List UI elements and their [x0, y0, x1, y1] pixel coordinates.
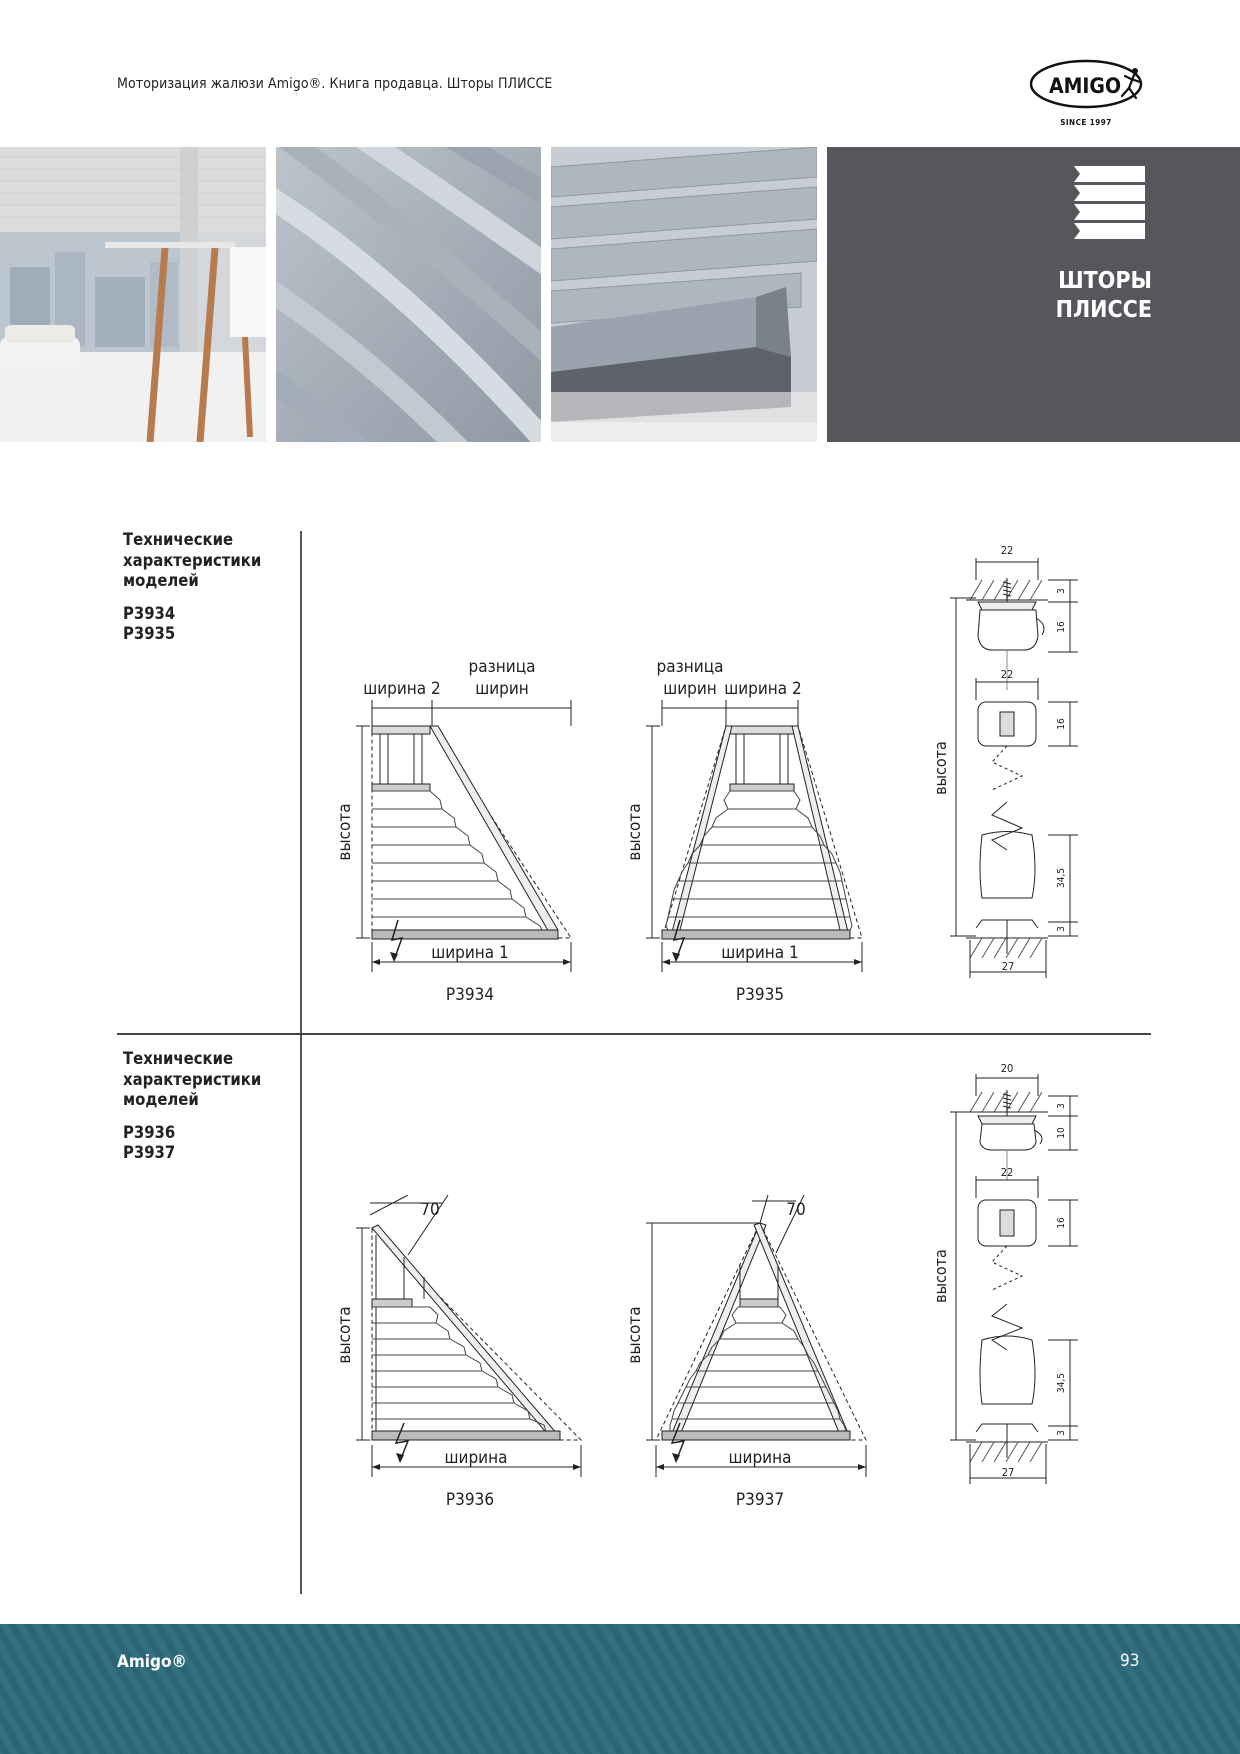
dim-34-5: 34,5: [1056, 1372, 1067, 1394]
dim-width1: ширина 1: [721, 943, 799, 963]
dim-height: высота: [625, 1306, 645, 1364]
drawing-caption: P3937: [735, 1490, 785, 1510]
drawing-caption: P3935: [735, 985, 785, 1005]
dim-27: 27: [1001, 960, 1015, 973]
dim-height: высота: [931, 1249, 950, 1303]
dim-width2: ширина 2: [724, 679, 802, 699]
dim-width: ширина: [444, 1448, 508, 1468]
dim-height: высота: [931, 741, 950, 795]
model-code: P3937: [123, 1143, 176, 1162]
dim-width2: ширина 2: [363, 679, 441, 699]
photo-room-with-pleated-blind: [0, 147, 266, 442]
pleated-blind-icon: [1072, 166, 1145, 244]
dim-diff-line2: ширин: [663, 679, 717, 699]
dim-3a: 3: [1056, 1103, 1067, 1109]
amigo-logo: [1030, 58, 1156, 130]
dim-70: 70: [420, 1200, 440, 1220]
side-profile-2: [920, 1060, 1090, 1490]
dim-diff-line2: ширин: [475, 679, 529, 699]
model-code: P3934: [123, 603, 176, 623]
dim-3b: 3: [1056, 926, 1067, 932]
footer-brand: Amigo®: [117, 1652, 187, 1672]
dim-3b: 3: [1056, 1430, 1067, 1436]
dim-16: 16: [1056, 1217, 1067, 1229]
dim-20-top: 20: [1000, 1062, 1014, 1075]
footer-band: [0, 1624, 1240, 1754]
drawing-caption: P3934: [445, 985, 495, 1005]
dim-3a: 3: [1056, 588, 1067, 594]
dim-diff-line1: разница: [468, 657, 536, 677]
dim-22-mid: 22: [1000, 1166, 1014, 1179]
section-1-label: Технические характеристики моделей P3934 P3935: [123, 530, 262, 643]
drawing-p3934: [330, 650, 590, 1010]
model-code: P3936: [123, 1122, 176, 1142]
dim-16b: 16: [1056, 718, 1067, 730]
photo-fabric-closeup: [276, 147, 541, 442]
dim-height: высота: [335, 803, 355, 861]
page-number: 93: [1120, 1651, 1140, 1671]
dim-10: 10: [1056, 1127, 1067, 1139]
section-2-label: Технические характеристики моделей P3936 P3937: [123, 1049, 262, 1162]
category-title: ШТОРЫ ПЛИССЕ: [1055, 268, 1152, 323]
running-header: Моторизация жалюзи Amigo®. Книга продавца. Шторы ПЛИССЕ: [117, 76, 553, 92]
dim-22-mid: 22: [1000, 668, 1014, 681]
model-code: P3935: [123, 624, 176, 643]
dim-34-5: 34,5: [1056, 867, 1067, 889]
dim-27: 27: [1001, 1466, 1015, 1479]
dim-70: 70: [786, 1200, 806, 1220]
column-divider: [300, 531, 302, 1594]
dim-16a: 16: [1056, 621, 1067, 633]
category-banner: [827, 147, 1240, 442]
dim-width1: ширина 1: [431, 943, 509, 963]
dim-width: ширина: [728, 1448, 792, 1468]
drawing-p3936: [330, 1195, 600, 1515]
photo-pleat-headrail: [551, 147, 817, 442]
section-divider: [117, 1033, 1151, 1035]
side-profile-1: [920, 540, 1090, 980]
logo-since: SINCE 1997: [1060, 118, 1112, 127]
logo-wordmark: AMIGO: [1048, 74, 1122, 98]
dim-height: высота: [335, 1306, 355, 1364]
dim-height: высота: [625, 803, 645, 861]
drawing-p3935: [620, 650, 890, 1010]
drawing-p3937: [620, 1195, 890, 1515]
dim-diff-line1: разница: [656, 657, 724, 677]
dim-22-top: 22: [1000, 544, 1014, 557]
drawing-caption: P3936: [445, 1490, 495, 1510]
